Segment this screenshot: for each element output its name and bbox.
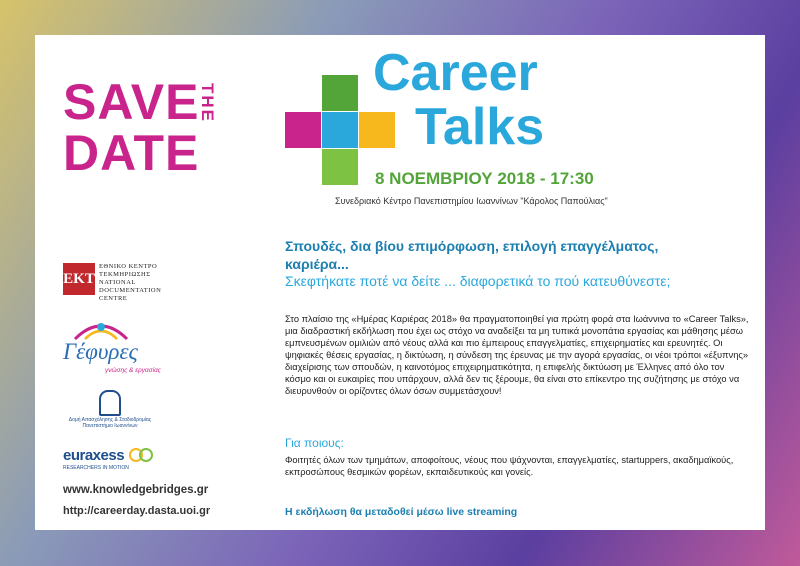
ekt-logo (63, 263, 163, 303)
domi-logo (55, 390, 175, 430)
event-date: 8 ΝΟΕΜΒΡΙΟΥ 2018 - 17:30 (375, 169, 594, 188)
the-word: THE (198, 83, 217, 123)
title-career: Career (373, 44, 538, 102)
euraxess-subtext: RESEARCHERS IN MOTION (63, 465, 129, 471)
audience-title: Για ποιους: (285, 436, 344, 450)
body-paragraph: Στο πλαίσιο της «Ημέρας Καριέρας 2018» θα πραγματοποιηθεί για πρώτη φορά στα Ιωάννινα το «Career Talks», μια διαδραστική εκδήλωση που έχει ως στόχο να αναδείξει τα μη τυπικά μονοπάτια εργασίας και μάθησης μέσω εμπνευσμένων ομιλιών από νέους αλλά και πιο έμπειρους επαγγελματίες, επιχειρηματίες και ερευνητές. Οι ψηφιακές θέσεις εργασίας, η δικτύωση, η σύνδεση της έρευνας με την αγορά εργασίας, οι νέοι τρόποι «έξυπνης» διαχείρισης των σπουδών, η καινοτόμος επιχειρηματικότητα, η επιφελής δικτύωση με Έλληνες από όλο τον κόσμο και οι ευκαιρίες που υπάρχουν, αλλά δεν τις ξέρουμε, θα είναι στο επίκεντρο της συζήτησης με στόχο να διευρυνθούν οι ορίζοντες όλων όσων συμμετάσχουν! (285, 314, 749, 396)
cross-top-square (322, 75, 358, 111)
cross-left-square (285, 112, 321, 148)
ekt-text: ΕΘΝΙΚΟ ΚΕΝΤΡΟ ΤΕΚΜΗΡΙΩΣΗΣ NATIONAL DOCUMENTATION CENTRE (99, 263, 162, 302)
event-venue: Συνεδριακό Κέντρο Πανεπιστημίου Ιωαννίνων "Κάρολος Παπούλιας" (335, 196, 608, 206)
streaming-note: Η εκδήλωση θα μεταδοθεί μέσω live streaming (285, 506, 518, 518)
poster-card (35, 35, 765, 530)
domi-text: Δομή Απασχόλησης & Σταδιοδρομίας Πανεπιστήμιο Ιωαννίνων (68, 417, 152, 429)
gefyres-text: Γέφυρες (63, 339, 138, 364)
euraxess-logo (63, 447, 173, 477)
title-talks: Talks (415, 98, 545, 156)
gefyres-arc-icon (71, 317, 131, 341)
gefyres-subtext: γνώσης & εργασίας (105, 367, 161, 374)
domi-building-icon (99, 390, 121, 416)
cross-center-square (322, 112, 358, 148)
euraxess-rings-icon (129, 447, 155, 463)
headline-secondary: Σκεφτήκατε ποτέ να δείτε ... διαφορετικά το πού κατευθύνεστε; (285, 273, 671, 289)
euraxess-text: euraxess (63, 447, 125, 464)
cross-bottom-square (322, 149, 358, 185)
save-word: SAVE (63, 74, 200, 130)
audience-text: Φοιτητές όλων των τμημάτων, αποφοίτους, νέους που ψάχνονται, επαγγελματίες, startuppers, ακαδημαϊκούς, εκπροσώπους θεσμικών φορέων, εκπαιδευτικούς και γονείς. (285, 455, 734, 477)
careerday-link[interactable]: http://careerday.dasta.uoi.gr (63, 505, 211, 517)
knowledgebridges-link[interactable]: www.knowledgebridges.gr (63, 484, 209, 496)
gefyres-logo (63, 317, 163, 377)
headline-primary: Σπουδές, δια βίου επιμόρφωση, επιλογή επαγγέλματος, καριέρα... (285, 238, 659, 272)
date-word: DATE (63, 125, 200, 181)
ekt-mark: ΕΚΤ (63, 263, 95, 295)
cross-right-square (359, 112, 395, 148)
